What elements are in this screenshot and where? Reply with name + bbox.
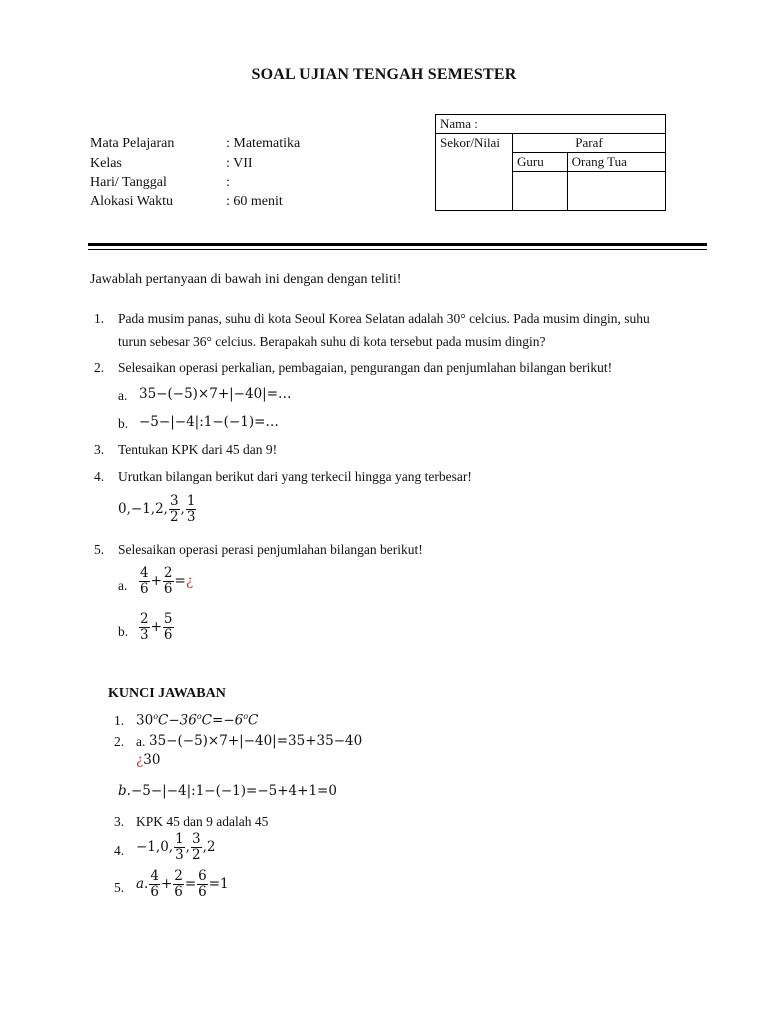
math-text: ,	[180, 501, 185, 517]
fraction: $\frac{1}{3}$	[186, 493, 196, 525]
math-expression: −1,0, $\frac{1}{3}$ , $\frac{3}{2}$ ,2	[136, 831, 216, 863]
question-number: 4.	[94, 469, 105, 484]
info-value: : Matematika	[226, 136, 301, 151]
paraf-cell: Paraf	[513, 134, 666, 153]
math-expression: ¿30	[136, 752, 161, 768]
instruction: Jawablah pertanyaan di bawah ini dengan dengan teliti!	[90, 272, 402, 287]
orang-tua-sign-cell	[567, 172, 665, 211]
math-expression: −5−|−4|:1−(−1)=…	[139, 414, 279, 430]
page-title: SOAL UJIAN TENGAH SEMESTER	[251, 66, 517, 83]
option-label: b.	[118, 416, 129, 431]
inverted-question-mark: ¿	[185, 573, 194, 589]
signature-table	[435, 114, 666, 211]
math-expression: 35−(−5)×7+|−40|=…	[139, 386, 292, 402]
answer-number: 4.	[114, 843, 125, 858]
answer-number: 1.	[114, 713, 125, 728]
info-key: Hari/ Tanggal	[90, 175, 167, 190]
option-label: a.	[118, 578, 128, 593]
question-text: Pada musim panas, suhu di kota Seoul Korea Selatan adalah 30° celcius. Pada musim dingin, suhu	[118, 311, 650, 326]
math-text: 0,−1,2,	[118, 501, 168, 517]
fraction: $\frac{3}{2}$	[191, 831, 201, 863]
answer-number: 3.	[114, 814, 125, 829]
question-text: Tentukan KPK dari 45 dan 9!	[118, 442, 278, 457]
question-text: turun sebesar 36° celcius. Berapakah suhu di kota tersebut pada musim dingin?	[118, 334, 546, 349]
math-expression: $30^oC-36^oC=-6^oC$	[136, 712, 259, 729]
question-number: 2.	[94, 360, 105, 375]
question-text: Urutkan bilangan berikut dari yang terkecil hingga yang terbesar!	[118, 469, 472, 484]
question-number: 1.	[94, 311, 105, 326]
question-text: Selesaikan operasi perkalian, pembagaian, pengurangan dan penjumlahan bilangan berikut!	[118, 360, 613, 375]
question-text: Selesaikan operasi perasi penjumlahan bilangan berikut!	[118, 542, 423, 557]
fraction: $\frac{2}{6}$	[163, 565, 173, 597]
info-value: : 60 menit	[226, 194, 283, 209]
info-key: Alokasi Waktu	[90, 194, 173, 209]
question-number: 3.	[94, 442, 105, 457]
question-number: 5.	[94, 542, 105, 557]
option-label: b.	[118, 624, 129, 639]
divider-thin	[88, 249, 707, 250]
info-key: Kelas	[90, 156, 122, 171]
orang-tua-cell: Orang Tua	[567, 153, 665, 172]
option-label: a.	[118, 388, 128, 403]
guru-sign-cell	[513, 172, 568, 211]
fraction: $\frac{4}{6}$	[140, 565, 149, 597]
guru-cell: Guru	[513, 153, 568, 172]
fraction: $\frac{2}{3}$	[140, 611, 149, 643]
divider-thick	[88, 243, 707, 246]
math-expression: b.−5−|−4|:1−(−1)=−5+4+1=0	[118, 783, 337, 799]
answer-text: KPK 45 dan 9 adalah 45	[136, 814, 269, 829]
math-expression: $\frac{2}{3}$ + $\frac{5}{6}$	[140, 611, 173, 643]
answer-key-heading: KUNCI JAWABAN	[108, 686, 226, 701]
fraction: $\frac{6}{6}$	[198, 868, 207, 900]
sekor-cell: Sekor/Nilai	[436, 134, 513, 211]
fraction: $\frac{1}{3}$	[175, 831, 184, 863]
math-expression: $\frac{4}{6}$ + $\frac{2}{6}$ =¿	[140, 565, 194, 597]
math-expression: a. $\frac{4}{6}$ + $\frac{2}{6}$ = $\frac{6}{6}$ =1	[136, 868, 229, 900]
fraction: $\frac{3}{2}$	[169, 493, 179, 525]
nama-cell: Nama :	[436, 115, 666, 134]
option-label: a.	[136, 734, 146, 749]
inverted-question-mark: ¿	[136, 752, 144, 768]
info-value: : VII	[226, 156, 253, 171]
math-expression	[118, 494, 197, 525]
fraction: $\frac{2}{6}$	[174, 868, 183, 900]
fraction: $\frac{4}{6}$	[150, 868, 159, 900]
math-expression: 35−(−5)×7+|−40|=35+35−40	[149, 733, 363, 749]
answer-number: 2.	[114, 734, 125, 749]
fraction: $\frac{5}{6}$	[163, 611, 173, 643]
answer-number: 5.	[114, 880, 125, 895]
info-key: Mata Pelajaran	[90, 136, 175, 151]
info-value: :	[226, 175, 230, 190]
